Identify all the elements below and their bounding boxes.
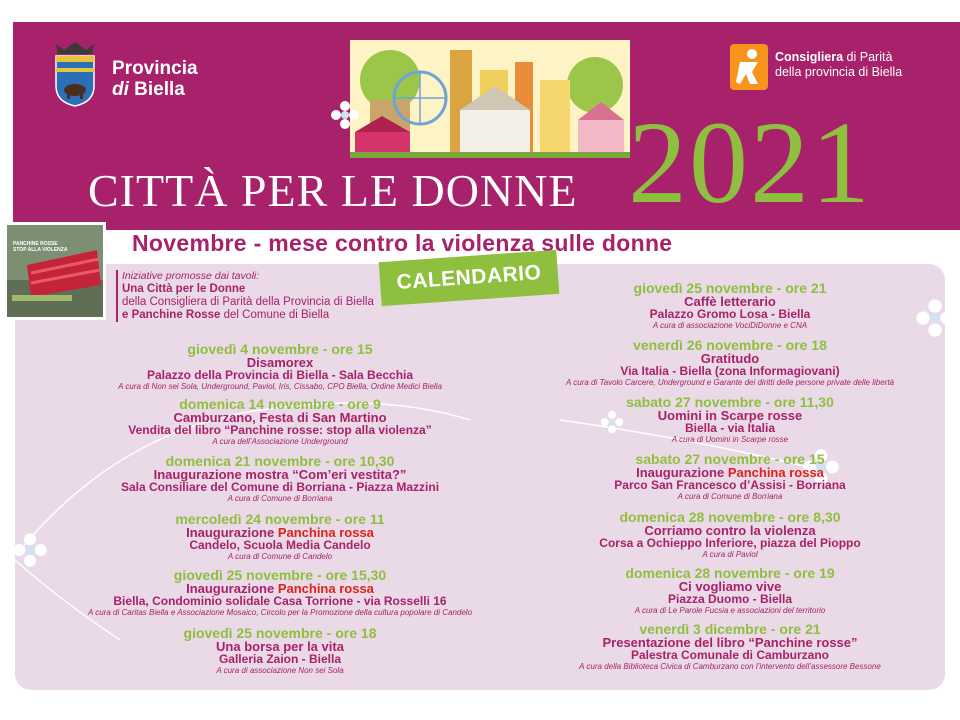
- event-title-red: Panchina rossa: [277, 581, 374, 596]
- event-note: A cura dell’Associazione Underground: [212, 437, 348, 446]
- intro-line4-rest: del Comune di Biella: [220, 309, 330, 321]
- event-card: [520, 452, 940, 502]
- event-date: giovedì 25 novembre - ore 21: [633, 280, 827, 296]
- event-note: A cura di Paviol: [702, 550, 758, 559]
- consigliera-logo: [730, 44, 930, 94]
- event-date: mercoledì 24 novembre - ore 11: [175, 511, 385, 527]
- event-card: [520, 281, 940, 331]
- photo-caption: [13, 241, 67, 253]
- event-place: Parco San Francesco d’Assisi - Borriana: [614, 478, 846, 492]
- event-card: [520, 395, 940, 445]
- event-title: Corriamo contro la violenza: [644, 523, 816, 538]
- event-place: Vendita del libro “Panchine rosse: stop alla violenza”: [128, 423, 432, 437]
- event-title: Caffè letterario: [684, 294, 776, 309]
- event-title: Gratitudo: [700, 351, 760, 366]
- event-place: Galleria Zaion - Biella: [218, 652, 342, 666]
- intro-line2: Una Città per le Donne: [122, 283, 246, 295]
- event-place: Palazzo della Provincia di Biella - Sala Becchia: [146, 368, 414, 382]
- event-card: [40, 568, 520, 618]
- event-date: sabato 27 novembre - ore 11,30: [626, 394, 834, 410]
- event-title: Presentazione del libro “Panchine rosse”: [602, 635, 858, 650]
- event-note: A cura di Non sei Sola, Underground, Paviol, Iris, Cissabo, CPO Biella, Ordine Medici Biella: [118, 382, 442, 391]
- photo-caption-line2: STOP ALLA VIOLENZA: [13, 247, 68, 253]
- event-place: Palestra Comunale di Camburzano: [630, 648, 830, 662]
- event-date: giovedì 25 novembre - ore 18: [183, 625, 377, 641]
- event-title-text: Inaugurazione: [636, 465, 728, 480]
- event-place: Piazza Duomo - Biella: [667, 592, 793, 606]
- event-note: A cura di Tavolo Carcere, Underground e Garante dei diritti delle persone private delle libertà: [565, 378, 895, 387]
- event-title-red: Panchina rossa: [277, 525, 374, 540]
- event-date: domenica 28 novembre - ore 19: [625, 565, 835, 581]
- event-note: A cura di associazione Non sei Sola: [216, 666, 344, 675]
- event-card: [40, 512, 520, 562]
- event-note: A cura di Le Parole Fucsia e associazioni del territorio: [634, 606, 826, 615]
- event-note: A cura di associazione VociDiDonne e CNA: [652, 321, 808, 330]
- event-title-text: Inaugurazione: [186, 581, 278, 596]
- event-place: Biella - via Italia: [684, 421, 776, 435]
- event-place: Via Italia - Biella (zona Informagiovani): [620, 364, 840, 378]
- intro-text: [116, 270, 416, 322]
- red-bench-image: [7, 225, 103, 317]
- consigliera-text: [775, 50, 902, 80]
- provincia-logo: [52, 40, 212, 110]
- consigliera-bold: Consigliera: [775, 50, 844, 64]
- event-note: A cura della Biblioteca Civica di Camburzano con l’intervento dell’assessore Bessone: [579, 662, 881, 671]
- provincia-name: [112, 58, 198, 100]
- photo-caption-line1: PANCHINE ROSSE: [13, 241, 58, 247]
- event-place: Candelo, Scuola Media Candelo: [189, 538, 371, 552]
- event-date: domenica 28 novembre - ore 8,30: [619, 509, 841, 525]
- event-date: sabato 27 novembre - ore 15: [635, 451, 825, 467]
- event-title-red: Panchina rossa: [727, 465, 824, 480]
- year: 2021: [628, 97, 872, 228]
- event-title: Uomini in Scarpe rosse: [657, 408, 803, 423]
- event-date: domenica 21 novembre - ore 10,30: [165, 453, 395, 469]
- subtitle: Novembre - mese contro la violenza sulle donne: [132, 230, 673, 256]
- event-date: domenica 14 novembre - ore 9: [179, 396, 381, 412]
- intro-line3: della Consigliera di Parità della Provincia di Biella: [122, 296, 374, 308]
- event-title-text: Inaugurazione: [186, 525, 278, 540]
- event-card: [40, 397, 520, 447]
- consigliera-rest: di Parità: [843, 50, 893, 64]
- event-card: [40, 626, 520, 676]
- event-place: Biella, Condominio solidale Casa Torrione - via Rosselli 16: [113, 594, 447, 608]
- event-card: [520, 510, 940, 560]
- event-card: [520, 566, 940, 616]
- city-illustration: [350, 40, 630, 158]
- flower-icon: [330, 100, 360, 130]
- event-date: giovedì 25 novembre - ore 15,30: [173, 567, 387, 583]
- event-title: Ci vogliamo vive: [678, 579, 782, 594]
- coat-of-arms-icon: [52, 40, 98, 108]
- event-date: venerdì 26 novembre - ore 18: [633, 337, 827, 353]
- event-note: A cura di Caritas Biella e Associazione Mosaico, Circolo per la Promozione della cultura popolare di Candelo: [87, 608, 473, 617]
- panchina-photo: [4, 222, 106, 320]
- event-title: Disamorex: [246, 355, 314, 370]
- page-title: CITTÀ PER LE DONNE: [88, 165, 578, 216]
- event-note: A cura di Uomini in Scarpe rosse: [671, 435, 789, 444]
- consigliera-line2: della provincia di Biella: [775, 65, 903, 79]
- event-card: [520, 338, 940, 388]
- calendario-badge: CALENDARIO: [379, 250, 560, 306]
- provincia-line2: Biella: [128, 79, 185, 100]
- provincia-di: di: [112, 79, 129, 100]
- event-date: giovedì 4 novembre - ore 15: [187, 341, 373, 357]
- event-date: venerdì 3 dicembre - ore 21: [639, 621, 821, 637]
- event-note: A cura di Comune di Borriana: [677, 492, 783, 501]
- provincia-line1: Provincia: [112, 58, 198, 79]
- event-title: Una borsa per la vita: [216, 639, 344, 654]
- intro-line4-bold: e Panchine Rosse: [122, 309, 221, 321]
- intro-line1: Iniziative promosse dai tavoli:: [122, 270, 260, 282]
- event-card: [40, 342, 520, 392]
- event-title: Camburzano, Festa di San Martino: [173, 410, 387, 425]
- event-note: A cura di Comune di Borriana: [227, 494, 333, 503]
- event-place: Sala Consiliare del Comune di Borriana - Piazza Mazzini: [120, 480, 440, 494]
- event-card: [520, 622, 940, 672]
- event-card: [40, 454, 520, 504]
- event-title: Inaugurazione mostra “Com’eri vestita?”: [153, 467, 407, 482]
- event-note: A cura di Comune di Candelo: [227, 552, 333, 561]
- event-place: Palazzo Gromo Losa - Biella: [649, 307, 811, 321]
- consigliera-mark-icon: [730, 44, 768, 90]
- event-place: Corsa a Ochieppo Inferiore, piazza del Pioppo: [599, 536, 861, 550]
